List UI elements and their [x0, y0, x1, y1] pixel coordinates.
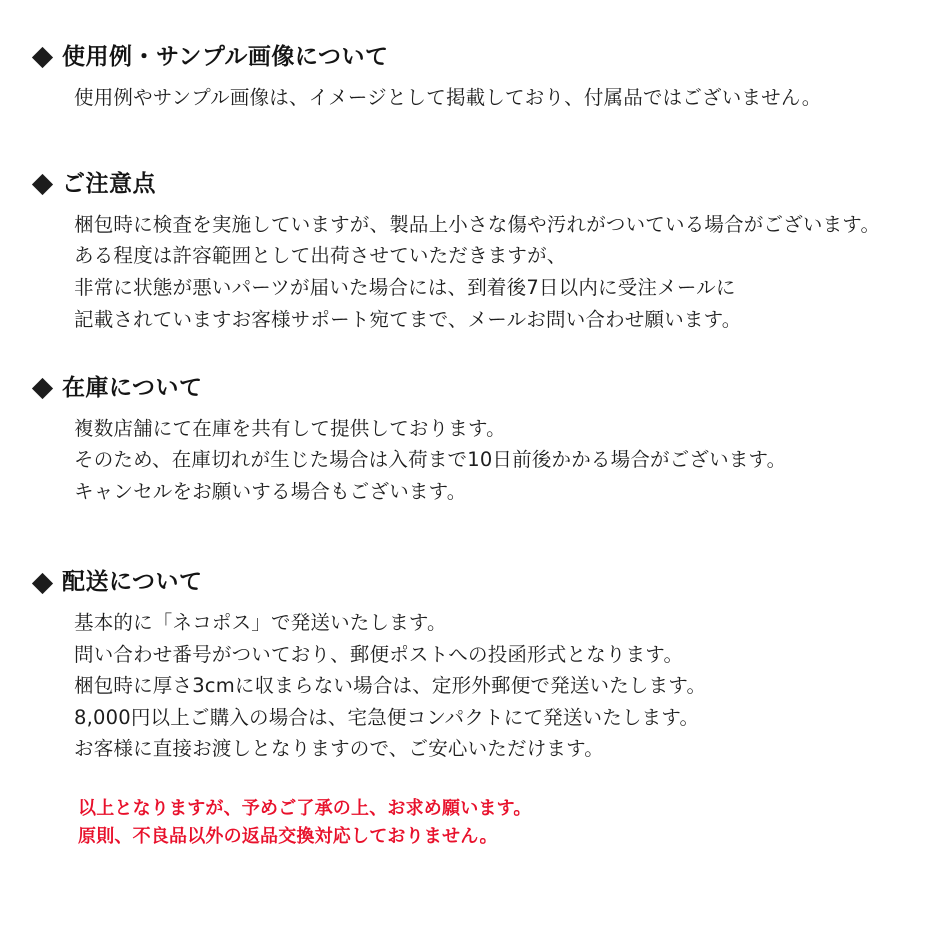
body-line: お客様に直接お渡しとなりますので、ご安心いただけます。 [74, 737, 604, 761]
diamond-bullet-icon [32, 378, 53, 399]
section-sample-images [30, 44, 920, 113]
body-line: キャンセルをお願いする場合もございます。 [74, 479, 467, 503]
section-heading [30, 569, 920, 597]
section-title: ご注意点 [62, 171, 156, 198]
section-cautions [30, 171, 920, 335]
diamond-bullet-icon [32, 174, 53, 195]
section-body [30, 209, 920, 335]
body-line: 基本的に「ネコポス」で発送いたします。 [74, 611, 447, 634]
section-body [30, 82, 920, 114]
body-line: 記載されていますお客様サポート宛てまで、メールお問い合わせ願います。 [74, 307, 742, 331]
section-shipping [30, 569, 920, 764]
section-heading [30, 44, 920, 72]
body-line: 複数店舗にて在庫を共有して提供しております。 [74, 416, 506, 440]
section-title: 使用例・サンプル画像について [62, 44, 389, 70]
section-heading [30, 375, 920, 403]
diamond-bullet-icon [32, 47, 53, 68]
section-title: 在庫について [62, 375, 203, 402]
body-line: 梱包時に厚さ3cmに収まらない場合は、定形外郵便で発送いたします。 [74, 674, 707, 698]
notice-line: 以上となりますが、予めご了承の上、お求め願います。 [78, 797, 532, 819]
body-line: そのため、在庫切れが生じた場合は入荷まで10日前後かかる場合がございます。 [74, 448, 787, 472]
section-title: 配送について [62, 569, 203, 596]
body-line: 8,000円以上ご購入の場合は、宅急便コンパクトにて発送いたします。 [74, 705, 700, 729]
notice-line: 原則、不良品以外の返品交換対応しておりません。 [78, 825, 498, 847]
diamond-bullet-icon [32, 573, 53, 594]
spacer [30, 507, 920, 569]
section-stock [30, 375, 920, 507]
section-body [30, 607, 920, 765]
body-line: 梱包時に検査を実施していますが、製品上小さな傷や汚れがついている場合がございます。 [74, 212, 881, 236]
notice-block [30, 795, 920, 851]
section-body [30, 413, 920, 508]
spacer [30, 113, 920, 171]
body-line: ある程度は許容範囲として出荷させていただきますが、 [74, 244, 567, 268]
body-line: 問い合わせ番号がついており、郵便ポストへの投函形式となります。 [74, 642, 684, 666]
spacer [30, 335, 920, 375]
body-line: 非常に状態が悪いパーツが届いた場合には、到着後7日以内に受注メールに [74, 275, 736, 299]
section-heading [30, 171, 920, 199]
body-line: 使用例やサンプル画像は、イメージとして掲載しており、付属品ではございません。 [74, 85, 822, 109]
